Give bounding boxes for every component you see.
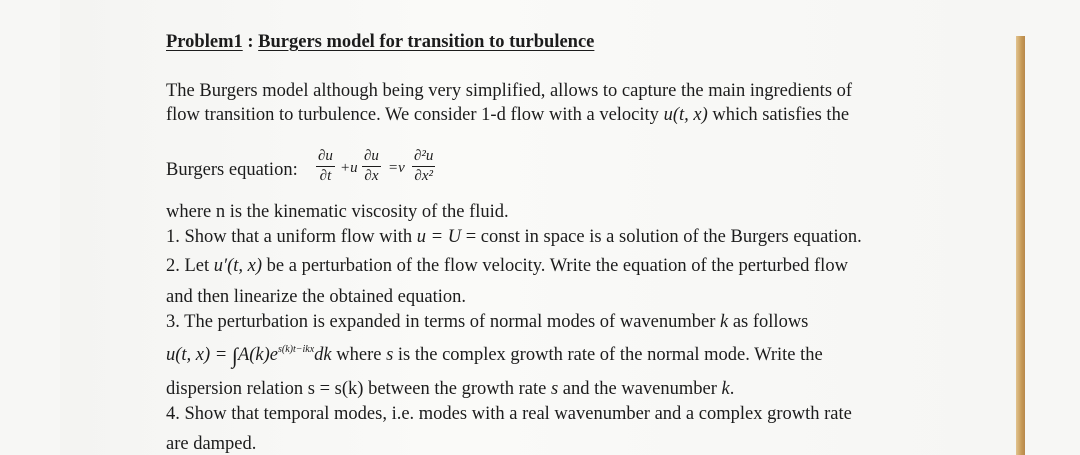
question-4-line-1: 4. Show that temporal modes, i.e. modes with a real wavenumber and a complex growth rate (166, 404, 852, 424)
problem-heading: Burgers model for transition to turbulence (258, 32, 595, 52)
viscosity-note: where n is the kinematic viscosity of the fluid. (166, 202, 509, 222)
intro-text-end: which satisfies the (707, 105, 850, 125)
normal-mode-exponent: s(k)t−ikx (277, 344, 315, 355)
question-3-line-3: dispersion relation s = s(k) between the growth rate s and the wavenumber k. (166, 379, 735, 399)
question-3-line-2: u(t, $x) = \int A(k)e^{s(k)t-ikx}dk$ where s is the complex growth rate of the normal mode. Write the (166, 343, 823, 368)
intro-text: flow transition to turbulence. We consider 1-d flow with a velocity (166, 105, 664, 125)
equals-nu: =ν (388, 160, 405, 176)
question-1: 1. Show that a uniform flow with u = U = const in space is a solution of the Burgers equation. (166, 227, 862, 247)
question-2-line-1: 2. Let u′(t, x) be a perturbation of the flow velocity. Write the equation of the perturbed flow (166, 256, 848, 276)
perturbation-symbol: u′(t, x) (213, 256, 263, 276)
fraction-du-dt: ∂u ∂t (318, 148, 333, 184)
problem-number: Problem1 (166, 32, 243, 52)
intro-line-2 (166, 104, 849, 126)
uniform-flow-math: u = U (416, 227, 462, 247)
plus-u: +u (340, 160, 358, 176)
fraction-d2u-dx2: ∂²u ∂x² (414, 148, 434, 184)
problem-title (166, 31, 594, 53)
normal-mode-body: A(k)e (237, 345, 278, 365)
intro-line-1: The Burgers model although being very simplified, allows to capture the main ingredients of (166, 81, 853, 101)
question-2-line-2: and then linearize the obtained equation. (166, 287, 466, 307)
fraction-du-dx: ∂u ∂x (364, 148, 379, 184)
question-4-line-2: are damped. (166, 434, 257, 454)
integral-sign: ∫ (231, 343, 238, 368)
question-3-line-1: 3. The perturbation is expanded in terms of normal modes of wavenumber k as follows (166, 312, 809, 332)
velocity-symbol: u(t, x) (663, 105, 708, 125)
title-separator: : (242, 32, 259, 52)
equation-label: Burgers equation: (166, 160, 298, 180)
normal-mode-lhs: u(t, x) = (166, 345, 232, 365)
